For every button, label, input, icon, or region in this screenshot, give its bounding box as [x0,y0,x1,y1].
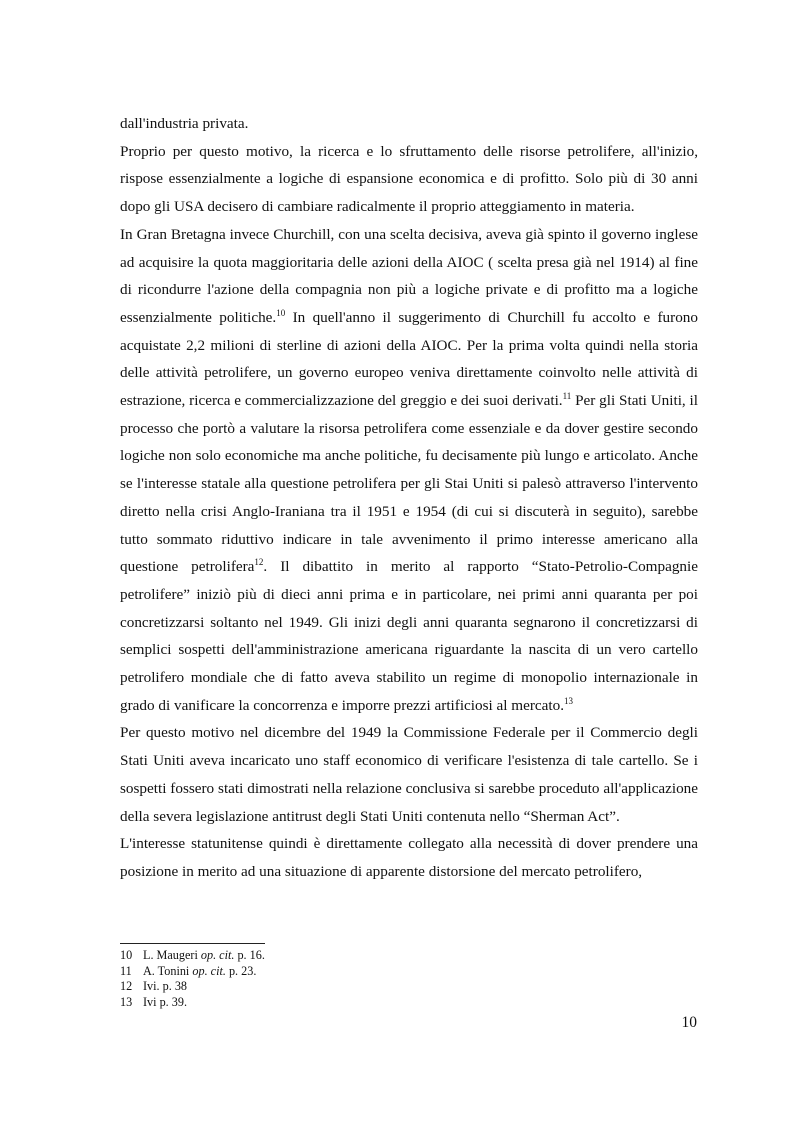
footnotes [120,948,698,1010]
footnote-author: A. Tonini [143,963,193,978]
footnote-13 [120,995,698,1011]
footnote-text [143,948,265,964]
footnote-11 [120,964,698,980]
footnote-author: L. Maugeri [143,948,201,962]
paragraph-4: Per questo motivo nel dicembre del 1949 la Commissione Federale per il Commercio degli Stati Uniti aveva incaricato uno staff economico di verificare l'esistenza di tale cartello. Se i sospetti fossero stati dimostrati nella relazione conclusiva si sarebbe proceduto all'applicazione della severa legislazione antitrust degli Stati Uniti contenuta nello “Sherman Act”. [120,724,698,825]
footnote-number: 11 [120,963,132,978]
page-number: 10 [681,1014,697,1031]
footnote-ref-12[interactable]: 12 [254,557,264,568]
paragraph-5: L'interesse statunitense quindi è direttamente collegato alla necessità di dover prendere una posizione in merito ad una situazione di apparente distorsione del mercato petrolifero, [120,835,698,880]
footnote-text: Ivi. p. 38 [143,979,188,993]
footnote-12 [120,979,698,995]
body-text [120,110,698,886]
paragraph-2: Proprio per questo motivo, la ricerca e lo sfruttamento delle risorse petrolifere, all'inizio, rispose essenzialmente a logiche di espansione economica e di profitto. Solo più di 30 anni dopo gli USA decisero di cambiare radicalmente il proprio atteggiamento in materia. [120,142,698,216]
footnote-number: 13 [120,994,133,1009]
footnote-number: 10 [120,948,133,962]
footnote-ref-11[interactable]: 11 [562,390,572,401]
paragraph-3-part-c: Per gli Stati Uniti, il processo che portò a valutare la risorsa petrolifera come essenziale e da dover gestire secondo logiche non solo economiche ma anche politiche, fu decisamente più lungo e articolato. Anche se l'interesse statale alla questione petrolifera per gli Stai Uniti si palesò attraverso l'intervento diretto nella crisi Anglo-Iraniana tra il 1951 e 1954 (di cui si discuterà in seguito), sarebbe tutto sommato riduttivo indicare in tale avvenimento il primo interesse americano alla questione petrolifera [120,392,698,576]
paragraph-3-part-d: . Il dibattito in merito al rapporto “Stato-Petrolio-Compagnie petrolifere” iniziò più di dieci anni prima e in particolare, nei primi anni quaranta per poi concretizzarsi soltanto nel 1949. Gli inizi degli anni quaranta segnarono il concretizzarsi di semplici sospetti dell'amministrazione americana riguardante la nascita di un vero cartello petrolifero mondiale che di fatto aveva stabilito un regime di monopolio internazionale in grado di vanificare la concorrenza e imporre prezzi artificiosi al mercato. [120,558,698,714]
footnote-page: p. 23. [225,963,257,978]
footnote-10 [120,948,698,964]
footnote-text [143,964,256,980]
footnote-ref-10[interactable]: 10 [276,307,286,318]
footnote-italic: op. cit. [200,948,235,962]
footnote-text: Ivi p. 39. [143,994,188,1009]
paragraph-3 [120,221,698,720]
footnote-separator [120,943,265,944]
footnote-number: 12 [120,979,133,993]
footnote-page: p. 16. [234,948,265,962]
footnote-ref-13[interactable]: 13 [564,695,573,706]
paragraph-1: dall'industria privata. [120,115,249,132]
footnote-italic: op. cit. [192,963,226,978]
paragraph-3-part-a: In Gran Bretagna invece Churchill, con una scelta decisiva, aveva già spinto il governo inglese ad acquisire la quota maggioritaria delle azioni della AIOC ( scelta presa già nel 1914) al fine di ricondurre l'azione della compagnia non più a logiche private e di profitto ma a logiche essenzialmente politiche. [120,225,698,326]
paragraph-3-part-b: In quell'anno il suggerimento di Churchill fu accolto e furono acquistate 2,2 milioni di sterline di azioni della AIOC. Per la prima volta quindi nella storia delle attività petrolifere, un governo europeo veniva direttamente coinvolto nelle attività di estrazione, ricerca e commercializzazione del greggio e dei suoi derivati. [120,308,698,410]
